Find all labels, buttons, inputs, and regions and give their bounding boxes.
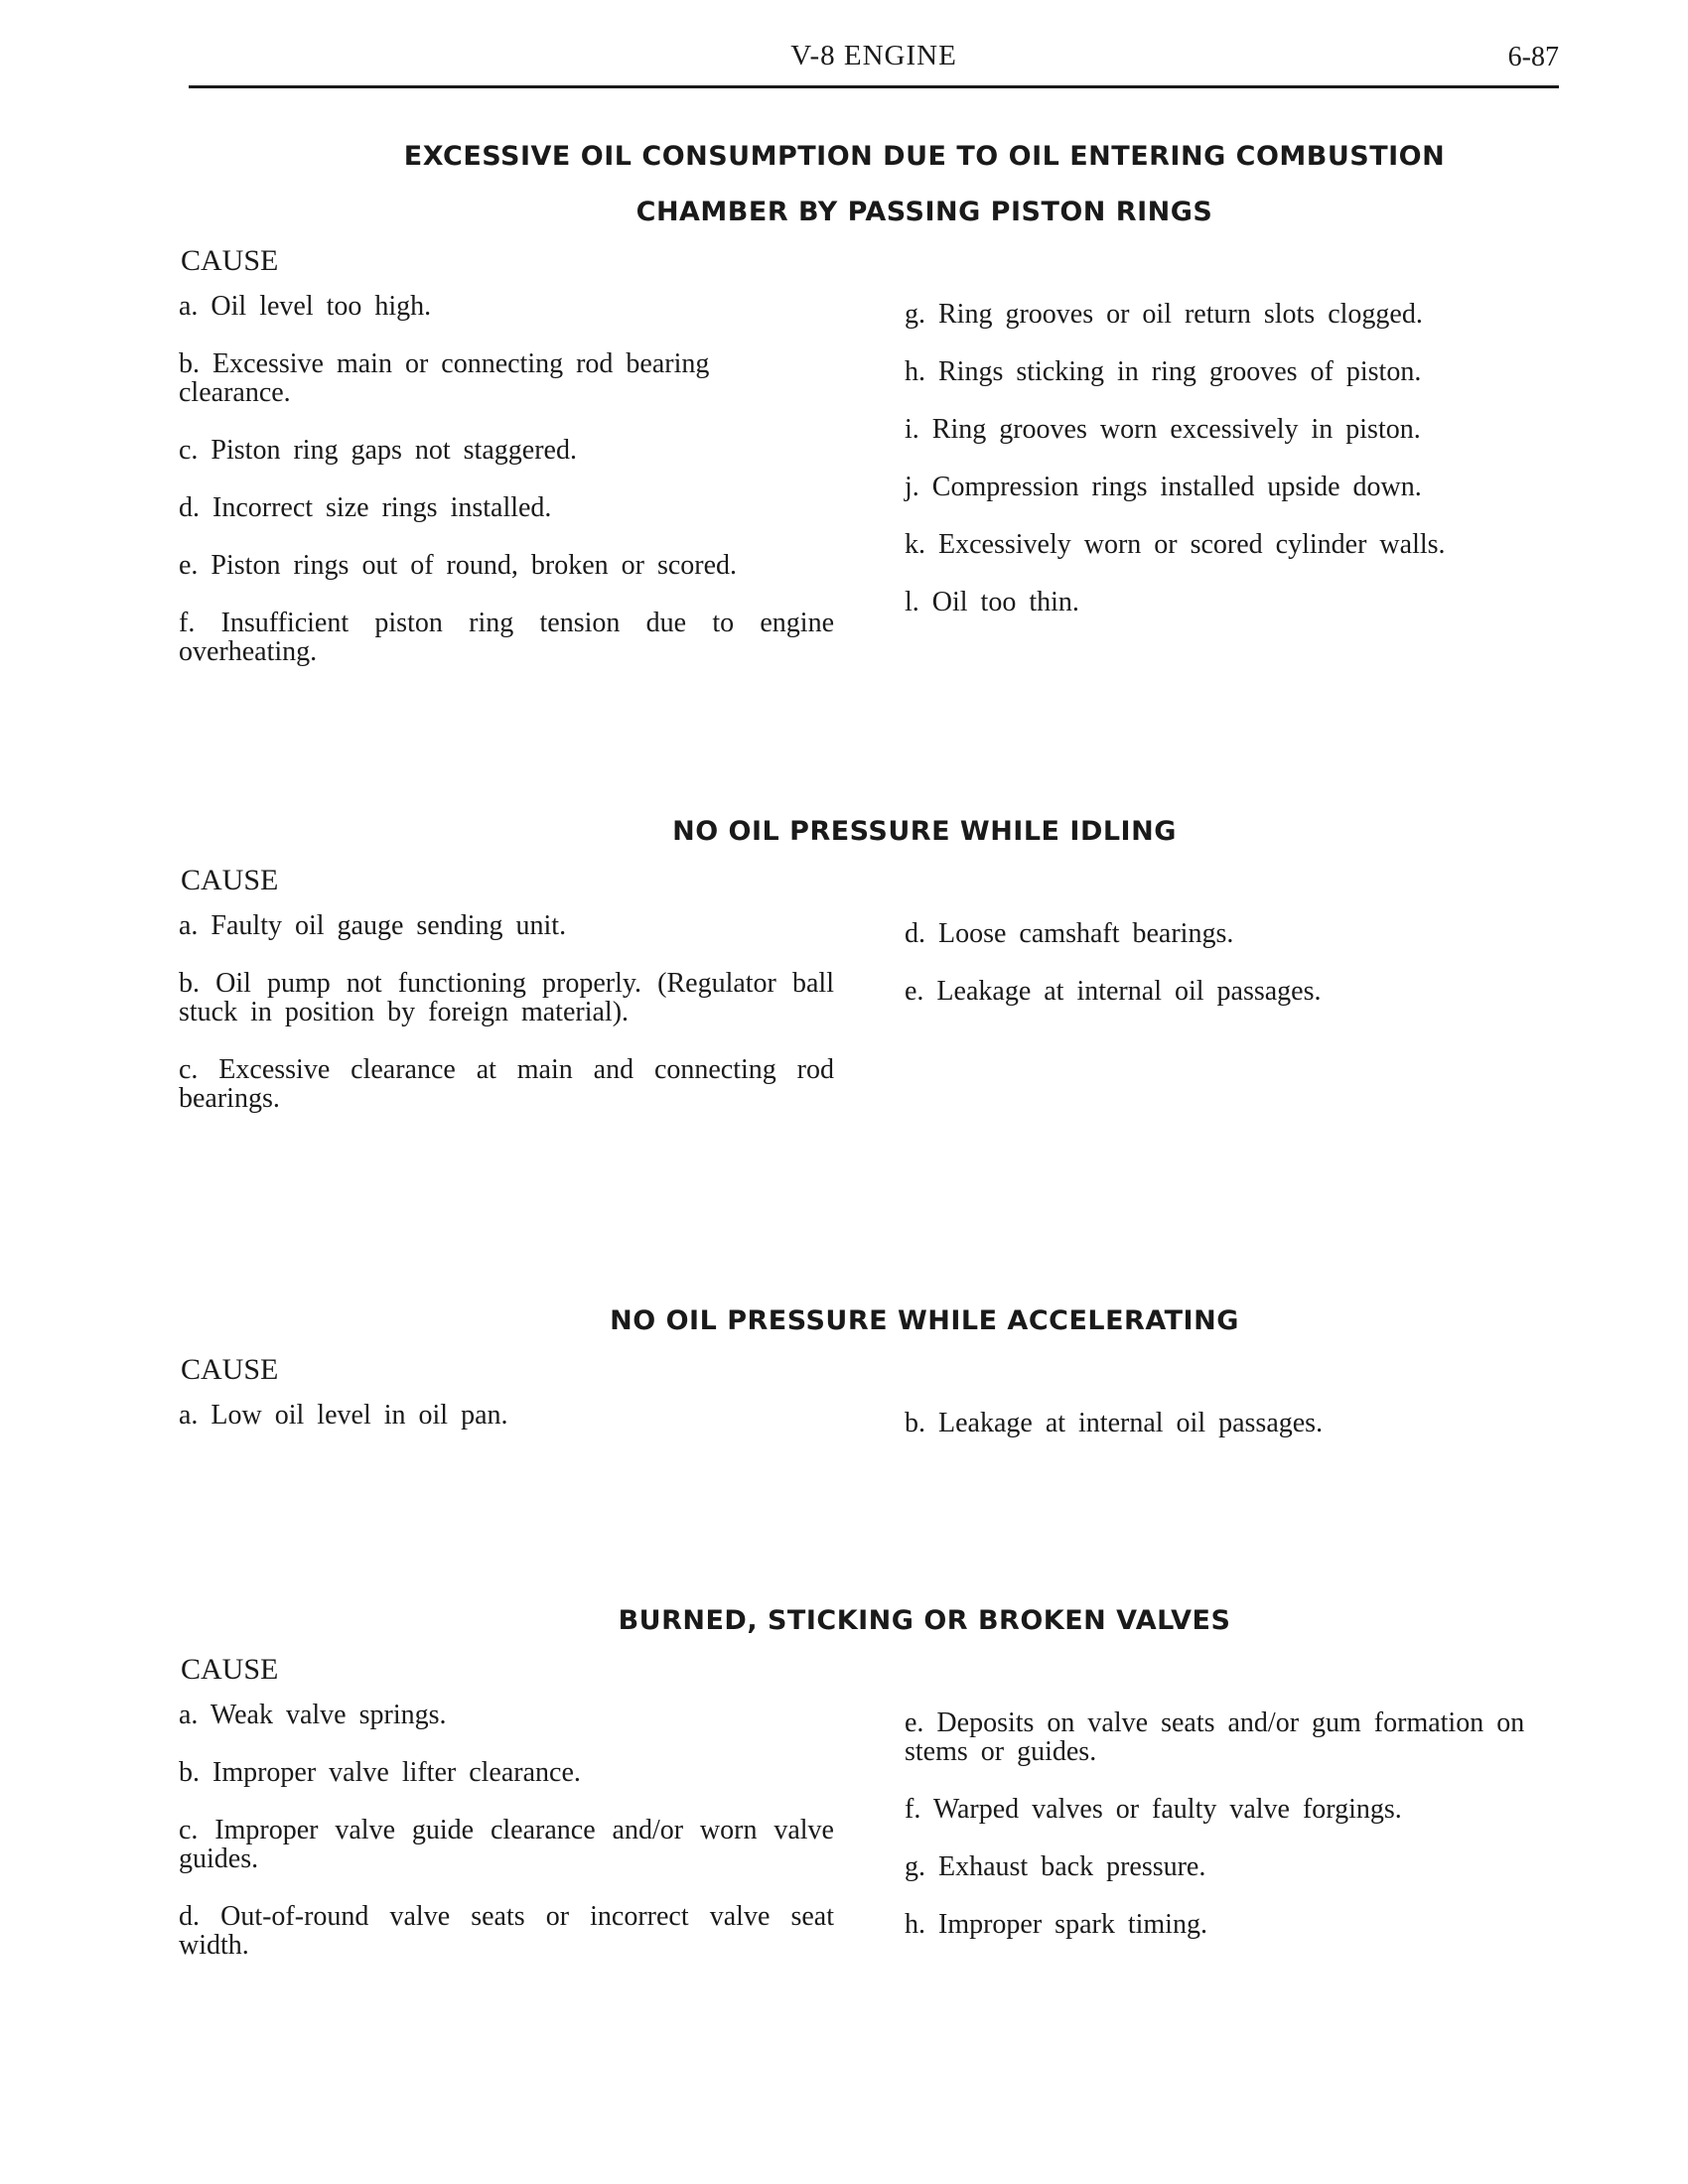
section-title: BURNED, STICKING OR BROKEN VALVES — [618, 1605, 1231, 1636]
cause-item-l: l. Oil too thin. — [905, 587, 1079, 617]
cause-list-left — [179, 1701, 834, 1988]
cause-item-d: d. Incorrect size rings installed. — [179, 492, 552, 523]
section-title-continued: CHAMBER BY PASSING PISTON RINGS — [635, 197, 1213, 227]
cause-item-b: b. Oil pump not functioning properly. (Regulator ball stuck in position by foreign material). — [179, 968, 834, 1027]
cause-columns — [175, 292, 1565, 699]
cause-item-k: k. Excessively worn or scored cylinder walls. — [905, 529, 1446, 560]
cause-label: CAUSE — [181, 244, 279, 277]
cause-list-left — [179, 292, 834, 695]
cause-item-g: g. Exhaust back pressure. — [905, 1851, 1206, 1882]
cause-item-f: f. Insufficient piston ring tension due to engine overheating. — [179, 608, 834, 667]
section-valves — [175, 1593, 1565, 2028]
running-header — [189, 40, 1559, 88]
cause-list-right — [905, 1708, 1555, 1968]
cause-item-j: j. Compression rings installed upside down. — [905, 472, 1422, 502]
cause-item-f: f. Warped valves or faulty valve forgings. — [905, 1794, 1402, 1825]
cause-item-b: b. Excessive main or connecting rod bearing clearance. — [179, 348, 710, 408]
cause-item-d: d. Loose camshaft bearings. — [905, 918, 1234, 949]
cause-columns — [175, 911, 1565, 1169]
cause-list-left — [179, 1401, 834, 1458]
cause-item-b: b. Leakage at internal oil passages. — [905, 1408, 1324, 1438]
cause-item-e: e. Deposits on valve seats and/or gum formation on stems or guides. — [905, 1707, 1525, 1767]
cause-item-a: a. Low oil level in oil pan. — [179, 1400, 508, 1431]
cause-list-right — [905, 1409, 1555, 1466]
section-title: EXCESSIVE OIL CONSUMPTION DUE TO OIL ENTERING COMBUSTION — [403, 141, 1446, 172]
cause-item-a: a. Weak valve springs. — [179, 1700, 447, 1730]
cause-label: CAUSE — [181, 864, 279, 896]
section-title: NO OIL PRESSURE WHILE ACCELERATING — [610, 1305, 1239, 1336]
cause-item-a: a. Faulty oil gauge sending unit. — [179, 910, 567, 941]
cause-list-right — [905, 919, 1555, 1034]
cause-list-right — [905, 300, 1555, 645]
section-no-oil-pressure-idling — [175, 804, 1565, 1169]
cause-label: CAUSE — [181, 1653, 279, 1686]
cause-item-c: c. Excessive clearance at main and connecting rod bearings. — [179, 1054, 834, 1114]
cause-item-h: h. Improper spark timing. — [905, 1909, 1207, 1940]
section-oil-consumption — [175, 129, 1565, 699]
cause-item-g: g. Ring grooves or oil return slots clogged. — [905, 299, 1423, 330]
cause-item-i: i. Ring grooves worn excessively in piston. — [905, 414, 1421, 445]
cause-item-d: d. Out-of-round valve seats or incorrect valve seat width. — [179, 1901, 834, 1961]
cause-item-b: b. Improper valve lifter clearance. — [179, 1757, 581, 1788]
section-no-oil-pressure-accelerating — [175, 1294, 1565, 1500]
cause-item-e: e. Leakage at internal oil passages. — [905, 976, 1322, 1007]
section-title: NO OIL PRESSURE WHILE IDLING — [672, 816, 1177, 847]
cause-columns — [175, 1701, 1565, 2028]
cause-item-c: c. Piston ring gaps not staggered. — [179, 435, 577, 466]
cause-list-left — [179, 911, 834, 1142]
cause-item-a: a. Oil level too high. — [179, 291, 432, 322]
cause-columns — [175, 1401, 1565, 1500]
page-number: 6-87 — [1507, 42, 1559, 72]
cause-item-e: e. Piston rings out of round, broken or scored. — [179, 550, 738, 581]
cause-item-h: h. Rings sticking in ring grooves of piston. — [905, 356, 1422, 387]
cause-item-c: c. Improper valve guide clearance and/or worn valve guides. — [179, 1815, 834, 1874]
running-title: V-8 ENGINE — [790, 40, 957, 71]
cause-label: CAUSE — [181, 1353, 279, 1386]
